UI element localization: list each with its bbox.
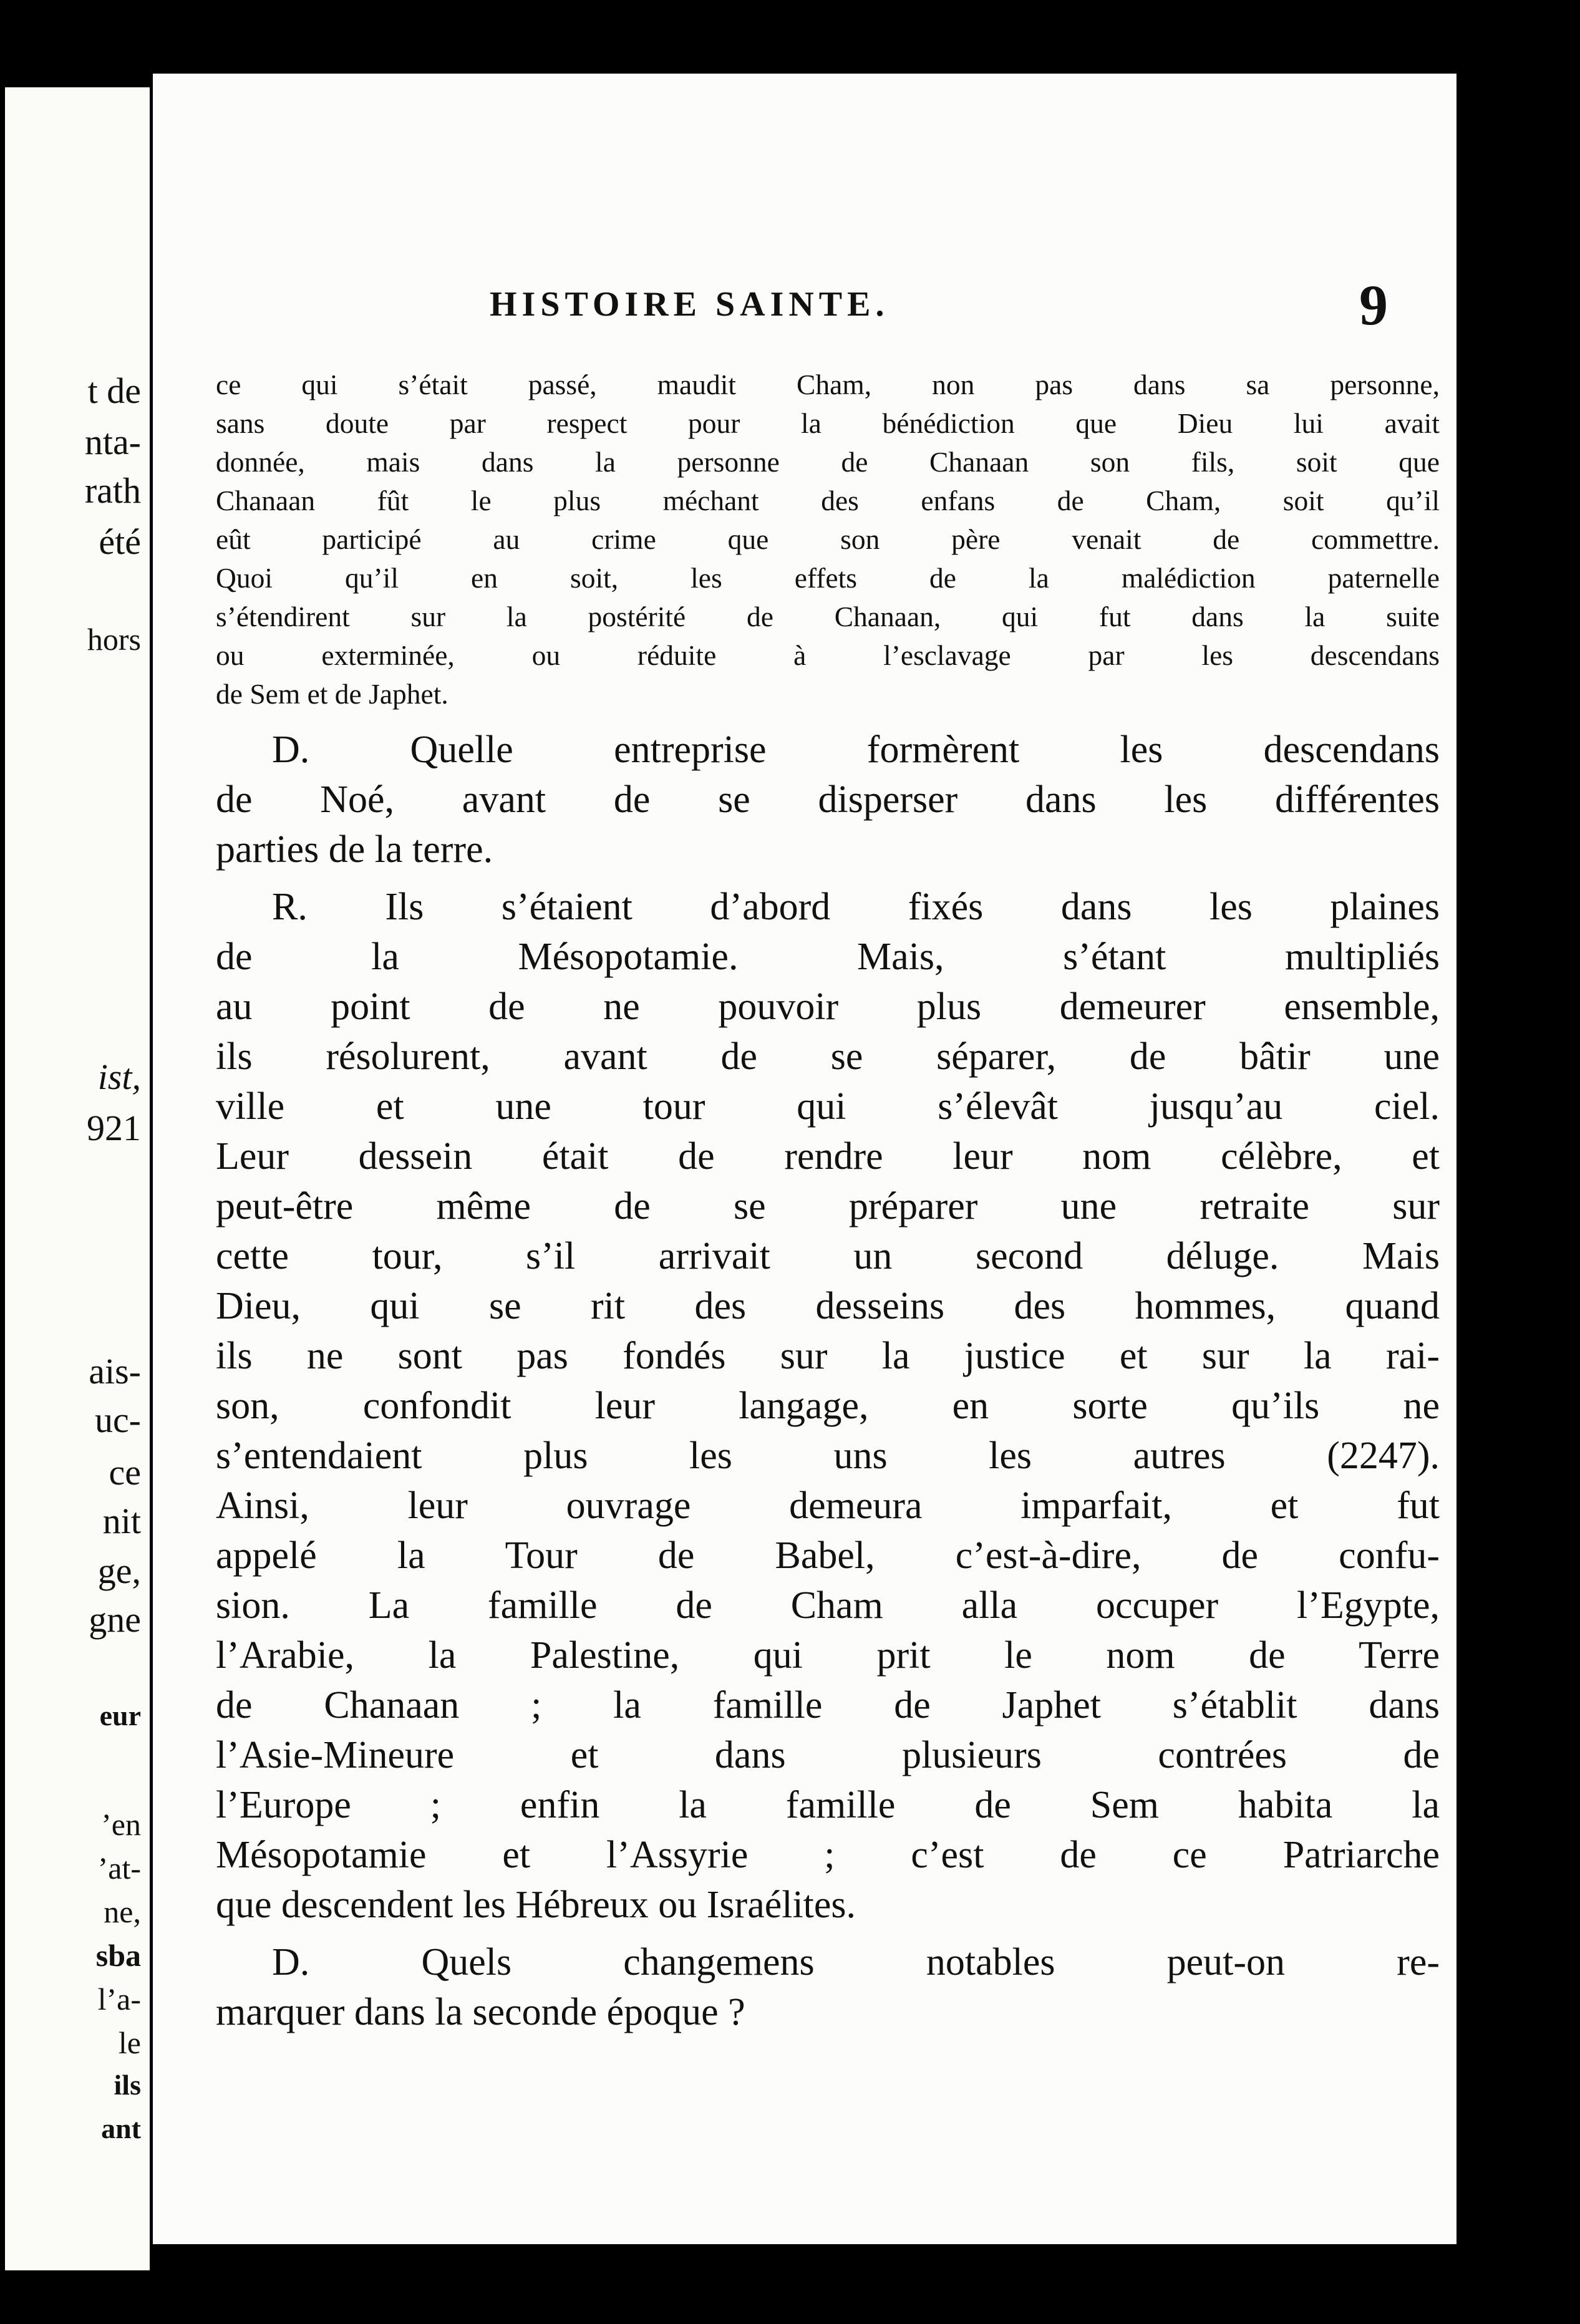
text-line: que descendent les Hébreux ou Israélites.: [216, 1884, 856, 1926]
question-paragraph: [216, 1937, 1440, 2037]
text-line: peut-être même de se préparer une retraite sur: [216, 1185, 1440, 1227]
text-line: ils ne sont pas fondés sur la justice et sur la rai-: [216, 1335, 1440, 1377]
left-fragment: rath: [84, 470, 141, 511]
text-line: de Chanaan ; la famille de Japhet s’établit dans: [216, 1684, 1440, 1726]
left-fragment: hors: [87, 622, 141, 657]
text-line: son, confondit leur langage, en sorte qu’ils ne: [216, 1385, 1440, 1427]
text-line: Quoi qu’il en soit, les effets de la malédiction paternelle: [216, 562, 1440, 594]
text-line: R. Ils s’étaient d’abord fixés dans les plaines: [272, 886, 1440, 928]
left-fragment: uc-: [94, 1400, 141, 1440]
text-line: ce qui s’était passé, maudit Cham, non pas dans sa personne,: [216, 369, 1440, 400]
left-fragment: ais-: [89, 1351, 141, 1392]
left-fragment: ils: [114, 2069, 141, 2101]
text-line: D. Quels changemens notables peut-on re-: [272, 1941, 1440, 1983]
text-line: l’Europe ; enfin la famille de Sem habita la: [216, 1784, 1440, 1826]
text-line: sans doute par respect pour la bénédiction que Dieu lui avait: [216, 407, 1440, 439]
left-fragment: 921: [87, 1108, 141, 1148]
left-fragment: le: [118, 2025, 141, 2060]
left-fragment: ’en: [101, 1807, 141, 1842]
narrative-paragraph: [216, 366, 1440, 714]
text-line: cette tour, s’il arrivait un second déluge. Mais: [216, 1235, 1440, 1277]
text-line: de Noé, avant de se disperser dans les différentes: [216, 778, 1440, 821]
text-line: ou exterminée, ou réduite à l’esclavage par les descendans: [216, 639, 1440, 671]
left-fragment: ant: [101, 2113, 141, 2144]
left-fragment: nit: [102, 1501, 141, 1541]
left-fragment: t de: [87, 370, 141, 411]
left-fragment: ’at-: [97, 1851, 141, 1886]
text-line: eût participé au crime que son père venait de commettre.: [216, 523, 1440, 555]
text-line: Leur dessein était de rendre leur nom célèbre, et: [216, 1135, 1440, 1178]
text-line: sion. La famille de Cham alla occuper l’Egypte,: [216, 1584, 1440, 1627]
left-fragment: gne: [89, 1599, 141, 1640]
left-fragment: ce: [109, 1452, 141, 1493]
page-number: 9: [1359, 273, 1388, 337]
left-fragment: sba: [95, 1938, 141, 1973]
text-line: ils résolurent, avant de se séparer, de bâtir une: [216, 1035, 1440, 1078]
text-line: de la Mésopotamie. Mais, s’étant multipliés: [216, 936, 1440, 978]
text-line: au point de ne pouvoir plus demeurer ensemble,: [216, 985, 1440, 1028]
left-fragment: ist,: [97, 1057, 141, 1097]
text-line: de Sem et de Japhet.: [216, 678, 448, 710]
book-page: [153, 74, 1456, 2244]
left-fragment: ge,: [97, 1551, 141, 1591]
text-line: s’étendirent sur la postérité de Chanaan, qui fut dans la suite: [216, 601, 1440, 632]
text-line: l’Asie-Mineure et dans plusieurs contrées de: [216, 1734, 1440, 1776]
left-page-strip: [5, 87, 150, 2270]
text-line: s’entendaient plus les uns les autres (2247).: [216, 1435, 1440, 1477]
text-line: Ainsi, leur ouvrage demeura imparfait, et fut: [216, 1484, 1440, 1527]
left-fragment: l’a-: [97, 1982, 141, 2017]
text-line: l’Arabie, la Palestine, qui prit le nom de Terre: [216, 1634, 1440, 1677]
left-fragment: eur: [99, 1700, 141, 1731]
running-title: HISTOIRE SAINTE.: [490, 285, 889, 324]
left-fragment: nta-: [84, 422, 141, 462]
left-fragment: ne,: [104, 1894, 141, 1929]
text-line: D. Quelle entreprise formèrent les descendans: [272, 729, 1440, 771]
text-line: Dieu, qui se rit des desseins des hommes, quand: [216, 1285, 1440, 1327]
text-line: Chanaan fût le plus méchant des enfans de Cham, soit qu’il: [216, 485, 1440, 516]
text-line: appelé la Tour de Babel, c’est-à-dire, de confu-: [216, 1534, 1440, 1577]
text-line: donnée, mais dans la personne de Chanaan son fils, soit que: [216, 446, 1440, 478]
question-paragraph: [216, 725, 1440, 874]
page-body: [216, 366, 1440, 2037]
answer-paragraph: [216, 882, 1440, 1930]
left-fragment: été: [99, 521, 141, 562]
text-line: Mésopotamie et l’Assyrie ; c’est de ce Patriarche: [216, 1834, 1440, 1876]
page-header: [490, 272, 1388, 337]
text-line: ville et une tour qui s’élevât jusqu’au ciel.: [216, 1085, 1440, 1128]
text-line: marquer dans la seconde époque ?: [216, 1991, 745, 2033]
text-line: parties de la terre.: [216, 828, 493, 871]
